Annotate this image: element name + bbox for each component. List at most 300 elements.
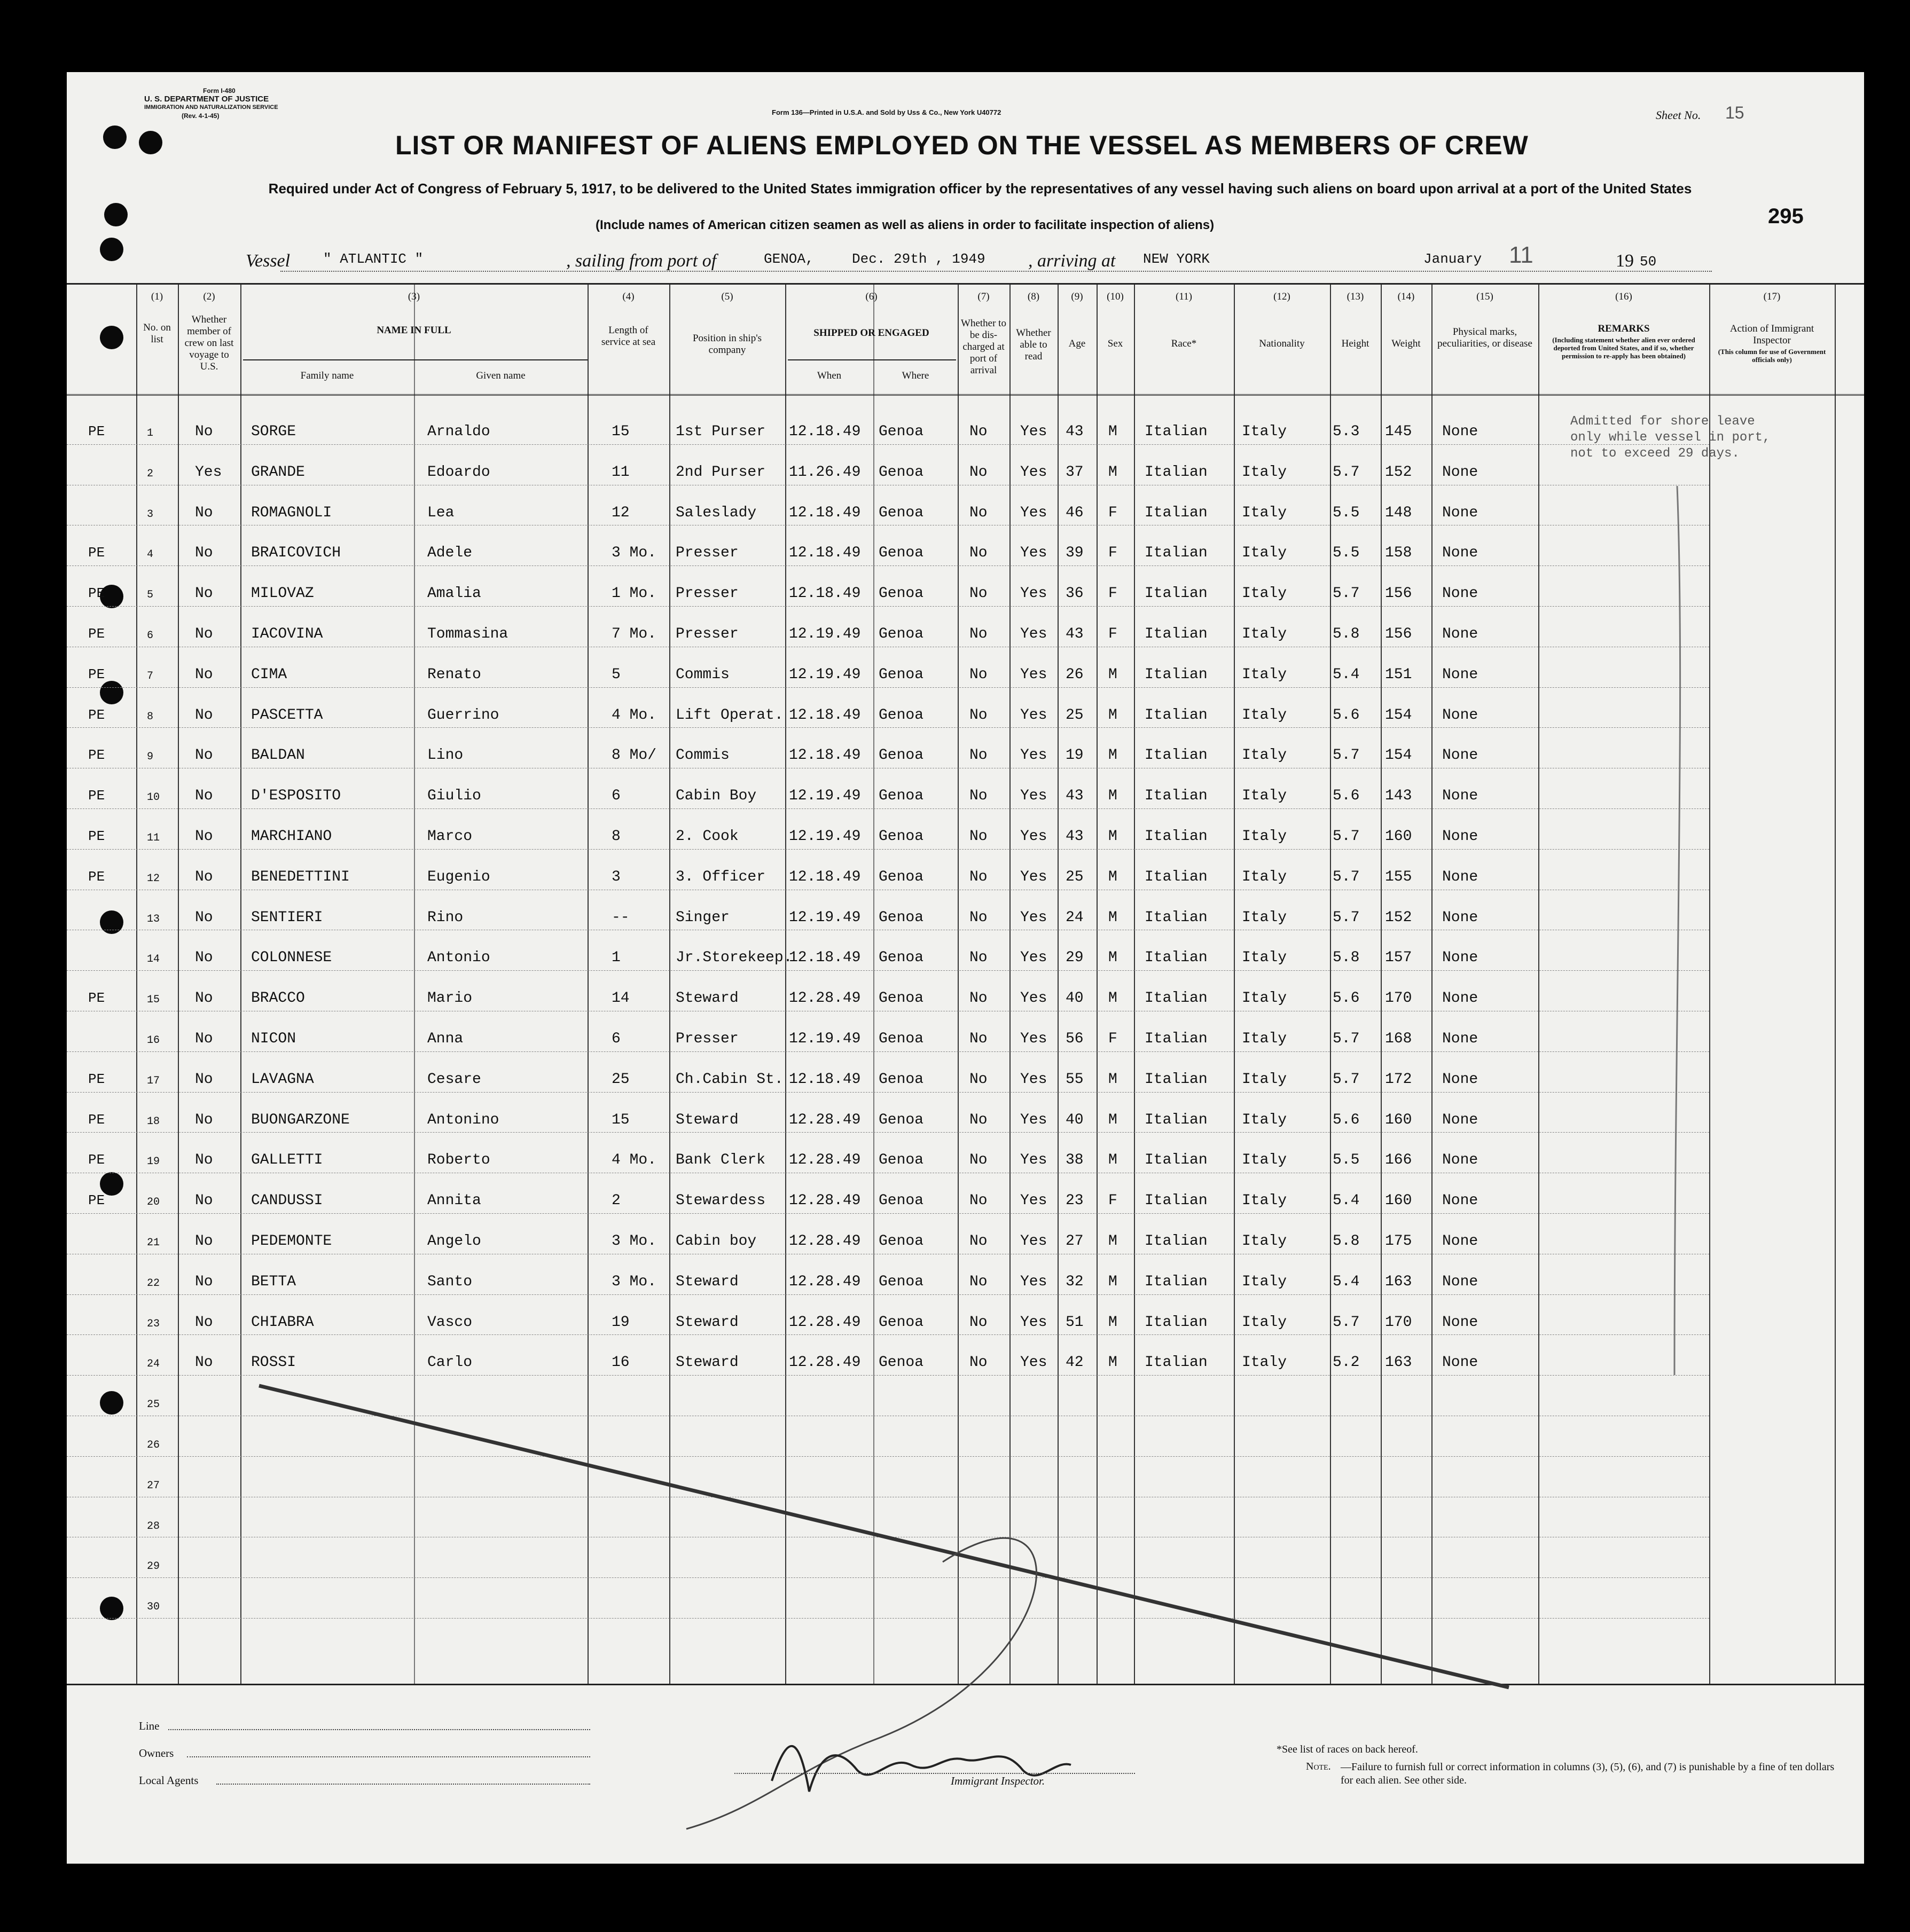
age: 23 [1066,1192,1084,1210]
sex: F [1108,1192,1117,1210]
weight: 160 [1385,1192,1412,1210]
given-name: Tommasina [427,626,508,642]
able-to-read: Yes [1020,747,1047,764]
given-name: Antonio [427,949,490,967]
height: 5.7 [1333,1314,1360,1331]
shipped-when: 12.18.49 [789,706,861,724]
shipped-when: 12.28.49 [789,1152,861,1169]
last-voyage: No [195,1152,213,1169]
able-to-read: Yes [1020,868,1047,885]
able-to-read: Yes [1020,1192,1047,1210]
able-to-read: Yes [1020,423,1047,440]
able-to-read: Yes [1020,1111,1047,1128]
height: 5.4 [1333,1273,1360,1290]
last-voyage: No [195,1031,213,1047]
shipped-where: Genoa [879,585,924,602]
to-be-discharged: No [969,585,988,602]
col4-header: Length of service at sea [601,325,656,348]
position: Cabin boy [676,1233,757,1250]
physical-marks: None [1442,1273,1478,1290]
position: Singer [676,909,730,926]
race: Italian [1145,1354,1208,1371]
shipped-when: 12.18.49 [789,747,861,764]
given-name: Annita [427,1192,481,1210]
service-length: 8 Mo/ [612,747,657,764]
physical-marks: None [1442,585,1478,602]
able-to-read: Yes [1020,1354,1047,1371]
shipped-where: Genoa [879,666,924,683]
able-to-read: Yes [1020,706,1047,724]
departure-date: Dec. 29th , 1949 [852,251,985,267]
row-number: 4 [147,548,154,561]
weight: 168 [1385,1031,1412,1047]
last-voyage: No [195,1111,213,1128]
nationality: Italy [1242,464,1287,481]
nationality: Italy [1242,626,1287,642]
col3-num: (3) [408,291,420,302]
position: Jr.Storekeep. [676,949,793,967]
age: 37 [1066,464,1084,481]
physical-marks: None [1442,545,1478,562]
col2-header: Whether member of crew on last voyage to U.S. [184,314,234,372]
shipped-when: 11.26.49 [789,464,861,481]
given-name: Marco [427,828,473,845]
row-number: 22 [147,1277,160,1290]
age: 43 [1066,626,1084,642]
row-mark: PE [88,868,105,885]
to-be-discharged: No [969,1192,988,1210]
col1-num: (1) [151,291,163,302]
able-to-read: Yes [1020,1031,1047,1047]
col8-num: (8) [1027,291,1040,302]
row-mark: PE [88,828,105,844]
height: 5.7 [1333,1031,1360,1047]
service-length: 2 [612,1192,621,1210]
row-mark: PE [88,626,105,642]
physical-marks: None [1442,1192,1478,1210]
age: 39 [1066,545,1084,562]
position: Saleslady [676,504,757,521]
nationality: Italy [1242,788,1287,805]
races-note: *See list of races on back hereof. [1277,1743,1418,1755]
shipped-where: Genoa [879,545,924,562]
service-length: 19 [612,1314,630,1331]
owners-label: Owners [139,1747,174,1760]
shipped-when: 12.19.49 [789,828,861,845]
row-number: 26 [147,1439,160,1451]
given-name: Edoardo [427,464,490,481]
service-length: 4 Mo. [612,706,657,724]
row-mark: PE [88,706,105,723]
shipped-when: 12.28.49 [789,1273,861,1290]
shipped-when: 12.18.49 [789,1071,861,1088]
row-number: 16 [147,1034,160,1047]
nationality: Italy [1242,504,1287,521]
age: 38 [1066,1152,1084,1169]
sex: M [1108,1111,1117,1128]
last-voyage: No [195,423,213,440]
cancel-line [67,72,1864,1864]
service-length: 8 [612,828,621,845]
shipped-where: Genoa [879,1273,924,1290]
sex: M [1108,706,1117,724]
given-name: Lino [427,747,464,764]
weight: 157 [1385,949,1412,967]
col17-note: (This column for use of Government officials only) [1718,348,1826,364]
able-to-read: Yes [1020,545,1047,562]
row-mark: PE [88,788,105,804]
position: Cabin Boy [676,788,757,805]
col1-header: No. on list [143,322,171,345]
arrival-port: NEW YORK [1143,251,1210,267]
race: Italian [1145,706,1208,724]
service-length: 3 Mo. [612,1273,657,1290]
race: Italian [1145,626,1208,642]
race: Italian [1145,747,1208,764]
height: 5.5 [1333,545,1360,562]
row-number: 15 [147,994,160,1007]
shipped-where: Genoa [879,1233,924,1250]
position: Commis [676,666,730,683]
race: Italian [1145,585,1208,602]
height: 5.2 [1333,1354,1360,1371]
given-name: Santo [427,1273,473,1290]
age: 25 [1066,706,1084,724]
weight: 152 [1385,464,1412,481]
position: Steward [676,990,739,1007]
to-be-discharged: No [969,1031,988,1047]
height: 5.5 [1333,504,1360,521]
last-voyage: No [195,1354,213,1371]
last-voyage: No [195,747,213,764]
nationality: Italy [1242,1111,1287,1128]
weight: 156 [1385,585,1412,602]
col16-note: (Including statement whether alien ever ordered deported from United States, and if so, whether permission to re-apply has been obtained) [1552,336,1695,360]
nationality: Italy [1242,747,1287,764]
race: Italian [1145,990,1208,1007]
service-length: 3 Mo. [612,1233,657,1250]
to-be-discharged: No [969,1071,988,1088]
able-to-read: Yes [1020,1071,1047,1088]
last-voyage: No [195,585,213,602]
able-to-read: Yes [1020,464,1047,481]
weight: 166 [1385,1152,1412,1169]
row-number: 7 [147,670,154,682]
position: Steward [676,1314,739,1331]
col12-header: Nationality [1259,338,1305,349]
nationality: Italy [1242,706,1287,724]
height: 5.7 [1333,868,1360,885]
height: 5.7 [1333,909,1360,926]
family-name: SENTIERI [251,909,323,926]
owners-rule [187,1756,590,1757]
family-name: LAVAGNA [251,1071,314,1088]
col6-header: SHIPPED OR ENGAGED [813,327,929,339]
service-length: 1 [612,949,621,967]
row-number: 24 [147,1358,160,1371]
given-name: Renato [427,666,481,683]
last-voyage: No [195,1192,213,1210]
nationality: Italy [1242,1152,1287,1169]
col6b-header: Where [902,370,929,381]
physical-marks: None [1442,1111,1478,1128]
given-name: Carlo [427,1354,473,1371]
to-be-discharged: No [969,828,988,845]
service-length: 4 Mo. [612,1152,657,1169]
row-number: 28 [147,1520,160,1533]
last-voyage: No [195,949,213,967]
shipped-where: Genoa [879,949,924,967]
family-name: SORGE [251,423,296,440]
race: Italian [1145,1071,1208,1088]
col14-num: (14) [1397,291,1415,302]
family-name: BRACCO [251,990,305,1007]
given-name: Rino [427,909,464,926]
last-voyage: No [195,788,213,805]
given-name: Angelo [427,1233,481,1250]
age: 32 [1066,1273,1084,1290]
service-length: 1 Mo. [612,585,657,602]
col17-header: Action of Immigrant Inspector [1729,323,1814,346]
age: 19 [1066,747,1084,764]
row-number: 8 [147,710,154,723]
nationality: Italy [1242,1031,1287,1047]
height: 5.7 [1333,1071,1360,1088]
given-name: Cesare [427,1071,481,1088]
sex: F [1108,504,1117,521]
weight: 148 [1385,504,1412,521]
weight: 154 [1385,706,1412,724]
family-name: PASCETTA [251,706,323,724]
physical-marks: None [1442,909,1478,926]
family-name: BUONGARZONE [251,1111,350,1128]
given-name: Anna [427,1031,464,1047]
shipped-where: Genoa [879,747,924,764]
given-name: Roberto [427,1152,490,1169]
row-number: 27 [147,1479,160,1492]
family-name: BRAICOVICH [251,545,341,562]
last-voyage: Yes [195,464,222,481]
weight: 154 [1385,747,1412,764]
height: 5.3 [1333,423,1360,440]
age: 56 [1066,1031,1084,1047]
family-name: MILOVAZ [251,585,314,602]
printer-line: Form 136—Printed in U.S.A. and Sold by Uss & Co., New York U40772 [772,108,1001,116]
nationality: Italy [1242,990,1287,1007]
shipped-when: 12.18.49 [789,545,861,562]
nationality: Italy [1242,423,1287,440]
col9-header: Age [1068,338,1086,349]
nationality: Italy [1242,1354,1287,1371]
service-length: 7 Mo. [612,626,657,642]
age: 43 [1066,788,1084,805]
sailing-label: , sailing from port of [566,251,717,271]
shipped-when: 12.19.49 [789,1031,861,1047]
to-be-discharged: No [969,1152,988,1169]
last-voyage: No [195,504,213,521]
shipped-where: Genoa [879,1354,924,1371]
nationality: Italy [1242,1192,1287,1210]
sex: M [1108,1152,1117,1169]
race: Italian [1145,949,1208,967]
weight: 160 [1385,828,1412,845]
nationality: Italy [1242,828,1287,845]
row-number: 12 [147,872,160,885]
row-number: 5 [147,589,154,602]
to-be-discharged: No [969,666,988,683]
able-to-read: Yes [1020,585,1047,602]
form-subtitle: Required under Act of Congress of February 5, 1917, to be delivered to the United States immigration officer by the representatives of any vessel having such aliens on board upon arrival at a port of the United States [268,180,1692,197]
physical-marks: None [1442,868,1478,885]
given-name: Arnaldo [427,423,490,440]
col13-header: Height [1341,338,1369,349]
position: Lift Operat. [676,706,784,724]
physical-marks: None [1442,464,1478,481]
form-revision: (Rev. 4-1-45) [182,112,220,120]
given-name: Antonino [427,1111,499,1128]
weight: 158 [1385,545,1412,562]
able-to-read: Yes [1020,949,1047,967]
shipped-where: Genoa [879,828,924,845]
inspector-signature [750,1722,1124,1808]
to-be-discharged: No [969,423,988,440]
position: 1st Purser [676,423,766,440]
col3b-header: Given name [476,370,526,381]
form-number: Form I-480 [203,87,236,95]
able-to-read: Yes [1020,504,1047,521]
shipped-when: 12.19.49 [789,788,861,805]
race: Italian [1145,1152,1208,1169]
able-to-read: Yes [1020,1152,1047,1169]
sex: M [1108,788,1117,805]
position: Bank Clerk [676,1152,766,1169]
shipped-when: 12.28.49 [789,1233,861,1250]
sex: M [1108,868,1117,885]
race: Italian [1145,1111,1208,1128]
position: 2. Cook [676,828,739,845]
age: 29 [1066,949,1084,967]
agents-rule [216,1784,590,1785]
row-mark: PE [88,585,105,602]
weight: 163 [1385,1354,1412,1371]
family-name: BETTA [251,1273,296,1290]
position: Steward [676,1111,739,1128]
col11-header: Race* [1171,338,1197,349]
age: 27 [1066,1233,1084,1250]
position: Steward [676,1354,739,1371]
nationality: Italy [1242,1071,1287,1088]
shipped-when: 12.18.49 [789,868,861,885]
last-voyage: No [195,706,213,724]
inspector-label: Immigrant Inspector. [951,1774,1045,1787]
row-number: 14 [147,953,160,966]
vessel-label: Vessel [246,251,291,271]
height: 5.4 [1333,1192,1360,1210]
sex: M [1108,1354,1117,1371]
weight: 170 [1385,1314,1412,1331]
position: Ch.Cabin St. [676,1071,784,1088]
position: 3. Officer [676,868,766,885]
manifest-sheet [67,72,1864,1864]
service-length: 6 [612,1031,621,1047]
arrival-month: January [1423,251,1482,267]
row-mark: PE [88,423,105,439]
last-voyage: No [195,868,213,885]
col9-num: (9) [1071,291,1083,302]
col8-header: Whether able to read [1016,327,1051,362]
physical-marks: None [1442,990,1478,1007]
shipped-where: Genoa [879,868,924,885]
race: Italian [1145,1273,1208,1290]
position: Presser [676,1031,739,1047]
to-be-discharged: No [969,1314,988,1331]
weight: 143 [1385,788,1412,805]
sex: F [1108,626,1117,642]
age: 40 [1066,1111,1084,1128]
service-length: 5 [612,666,621,683]
able-to-read: Yes [1020,1314,1047,1331]
form-title: LIST OR MANIFEST OF ALIENS EMPLOYED ON THE VESSEL AS MEMBERS OF CREW [395,130,1529,160]
to-be-discharged: No [969,1233,988,1250]
service-label: IMMIGRATION AND NATURALIZATION SERVICE [144,104,278,111]
race: Italian [1145,828,1208,845]
row-number: 25 [147,1399,160,1411]
last-voyage: No [195,1314,213,1331]
height: 5.6 [1333,706,1360,724]
col15-num: (15) [1476,291,1493,302]
physical-marks: None [1442,1031,1478,1047]
service-length: 25 [612,1071,630,1088]
col7-header: Whether to be dis-charged at port of arrival [961,318,1006,376]
family-name: CANDUSSI [251,1192,323,1210]
col16-header: REMARKS [1598,323,1650,334]
last-voyage: No [195,1273,213,1290]
last-voyage: No [195,990,213,1007]
family-name: IACOVINA [251,626,323,642]
row-mark: PE [88,1111,105,1128]
physical-marks: None [1442,423,1478,440]
weight: 160 [1385,1111,1412,1128]
col7-num: (7) [977,291,990,302]
sex: M [1108,1314,1117,1331]
physical-marks: None [1442,666,1478,683]
nationality: Italy [1242,666,1287,683]
age: 51 [1066,1314,1084,1331]
col4-num: (4) [622,291,635,302]
physical-marks: None [1442,747,1478,764]
department-label: U. S. DEPARTMENT OF JUSTICE [144,95,269,104]
row-number: 9 [147,751,154,764]
row-number: 21 [147,1237,160,1249]
height: 5.8 [1333,949,1360,967]
sex: M [1108,464,1117,481]
row-number: 11 [147,832,160,844]
shipped-where: Genoa [879,788,924,805]
family-name: D'ESPOSITO [251,788,341,805]
to-be-discharged: No [969,1111,988,1128]
form-note: (Include names of American citizen seamen as well as aliens in order to facilitate inspection of aliens) [596,218,1215,232]
note-label: Note. [1306,1761,1331,1772]
weight: 156 [1385,626,1412,642]
to-be-discharged: No [969,868,988,885]
shipped-where: Genoa [879,504,924,521]
weight: 151 [1385,666,1412,683]
nationality: Italy [1242,1314,1287,1331]
family-name: ROMAGNOLI [251,504,332,521]
shipped-when: 12.18.49 [789,504,861,521]
sex: M [1108,1273,1117,1290]
physical-marks: None [1442,1314,1478,1331]
